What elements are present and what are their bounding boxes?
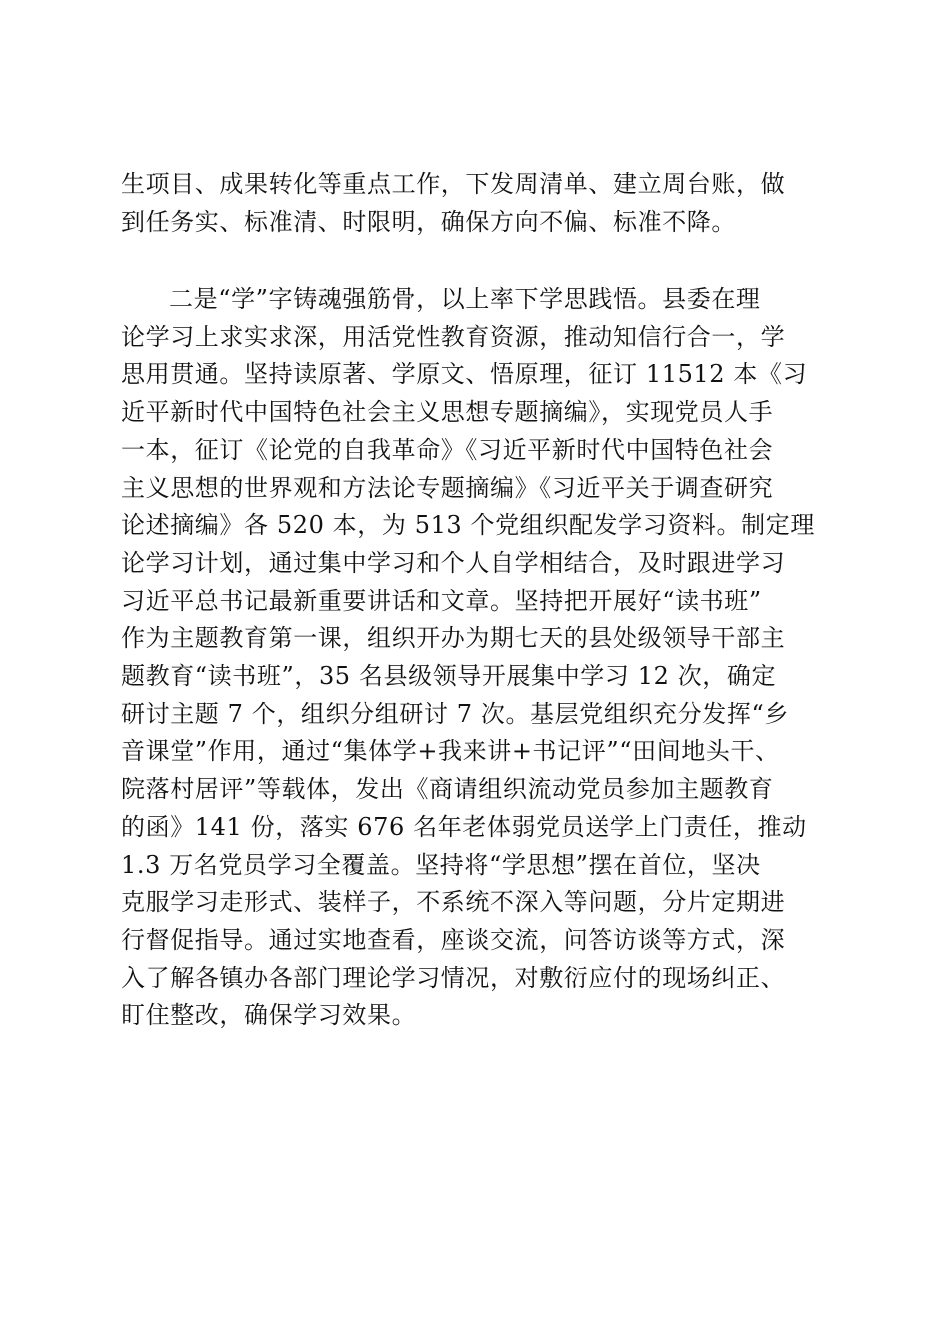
paragraph-study xyxy=(121,281,821,1035)
paragraph-line: 一本，征订《论党的自我革命》《习近平新时代中国特色社会 xyxy=(121,435,774,464)
paragraph-line: 二是“学”字铸魂强筋骨，以上率下学思践悟。县委在理 xyxy=(169,285,761,313)
paragraph-line: 到任务实、标准清、时限明，确保方向不偏、标准不降。 xyxy=(121,207,736,236)
paragraph-line: 研讨主题 7 个，组织分组研讨 7 次。基层党组织充分发挥“乡 xyxy=(121,699,789,728)
paragraph-line: 院落村居评”等载体，发出《商请组织流动党员参加主题教育 xyxy=(121,775,774,804)
paragraph-line: 克服学习走形式、装样子，不系统不深入等问题，分片定期进 xyxy=(121,888,786,917)
paragraph-line: 行督促指导。通过实地查看，座谈交流，问答访谈等方式，深 xyxy=(121,925,786,954)
paragraph-line: 音课堂”作用，通过“集体学+我来讲+书记评”“田间地头干、 xyxy=(121,737,780,766)
paragraph-line: 论述摘编》各 520 本，为 513 个党组织配发学习资料。制定理 xyxy=(121,511,815,540)
paragraph-line: 题教育“读书班”，35 名县级领导开展集中学习 12 次，确定 xyxy=(121,662,777,691)
paragraph-line: 主义思想的世界观和方法论专题摘编》《习近平关于调查研究 xyxy=(121,473,774,502)
paragraph-line: 论学习上求实求深，用活党性教育资源，推动知信行合一，学 xyxy=(121,322,786,351)
paragraph-line: 论学习计划，通过集中学习和个人自学相结合，及时跟进学习 xyxy=(121,548,786,577)
paragraph-line: 入了解各镇办各部门理论学习情况，对敷衍应付的现场纠正、 xyxy=(121,963,786,992)
paragraph-line: 习近平总书记最新重要讲话和文章。坚持把开展好“读书班” xyxy=(121,586,762,615)
paragraph-line: 思用贯通。坚持读原著、学原文、悟原理，征订 11512 本《习 xyxy=(121,360,808,389)
paragraph-line: 生项目、成果转化等重点工作，下发周清单、建立周台账，做 xyxy=(121,170,786,198)
paragraph-line: 的函》141 份，落实 676 名年老体弱党员送学上门责任，推动 xyxy=(121,812,807,841)
paragraph-line: 作为主题教育第一课，组织开办为期七天的县处级领导干部主 xyxy=(121,624,786,653)
paragraph-line: 盯住整改，确保学习效果。 xyxy=(121,1001,417,1030)
paragraph-continuation xyxy=(121,166,821,241)
paragraph-line: 近平新时代中国特色社会主义思想专题摘编》，实现党员人手 xyxy=(121,398,774,427)
paragraph-line: 1.3 万名党员学习全覆盖。坚持将“学思想”摆在首位，坚决 xyxy=(121,850,761,879)
